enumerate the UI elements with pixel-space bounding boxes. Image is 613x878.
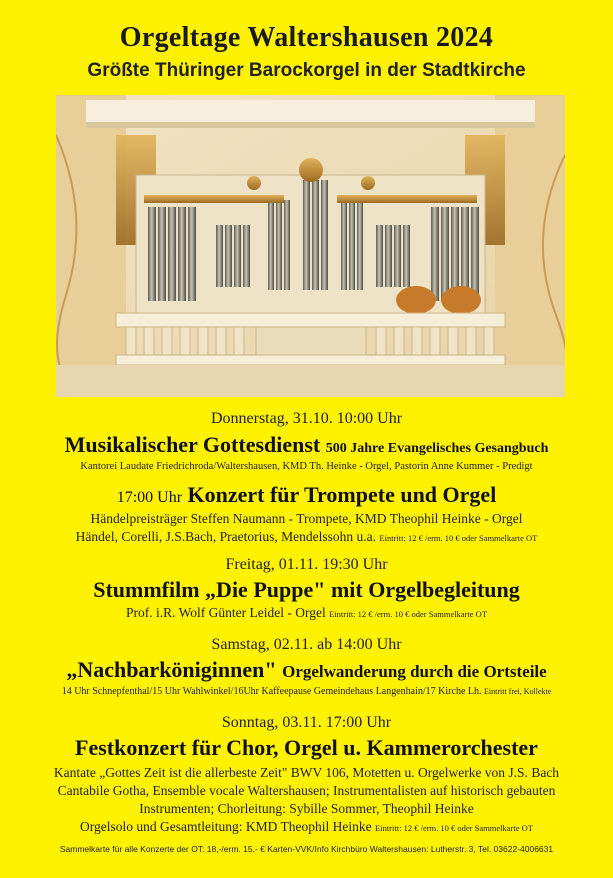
- event-title-thu-main: Musikalischer Gottesdienst: [64, 432, 321, 457]
- event-date-fri: Freitag, 01.11. 19:30 Uhr: [225, 556, 388, 573]
- event-title-thu2-main: Konzert für Trompete und Orgel: [187, 482, 497, 507]
- event-date-sun: Sonntag, 03.11. 17:00 Uhr: [221, 714, 392, 731]
- footer-info: Sammelkarte für alle Konzerte der OT: 18,-/erm. 15,- € Karten-VVK/Info Kirchbüro Waltershausen: Lutherstr. 3, Tel. 03622-4006631: [59, 844, 554, 854]
- event-title-sat: [0, 657, 613, 683]
- event-line-thu: Kantorei Laudate Friedrichroda/Waltershausen, KMD Th. Heinke - Orgel, Pastorin Anne Kummer - Predigt: [80, 461, 533, 472]
- event-line3-sun: Instrumenten; Chorleitung: Sybille Sommer, Theophil Heinke: [139, 801, 474, 816]
- page-subtitle: Größte Thüringer Barockorgel in der Stadtkirche: [87, 60, 526, 81]
- organ-illustration: [56, 95, 565, 397]
- event-price-fri: Eintritt: 12 € /erm. 10 € oder Sammelkarte OT: [329, 609, 488, 619]
- event-title-sat-rest: Orgelwanderung durch die Ortsteile: [282, 662, 547, 681]
- event-line2-thu2: [0, 529, 613, 545]
- organ-photo: [56, 95, 565, 397]
- event-line-fri: [0, 605, 613, 621]
- event-title-thu-note: 500 Jahre Evangelisches Gesangbuch: [325, 441, 549, 456]
- event-line2-thu2-text: Händel, Corelli, J.S.Bach, Praetorius, Mendelssohn u.a.: [75, 529, 377, 544]
- event-title-thu: [0, 432, 613, 458]
- event-time-thu2: 17:00 Uhr: [116, 489, 183, 506]
- event-line4-sun: [0, 819, 613, 835]
- event-date-thu: Donnerstag, 31.10. 10:00 Uhr: [210, 410, 403, 427]
- event-price-thu2: Eintritt: 12 € /erm. 10 € oder Sammelkarte OT: [379, 533, 538, 543]
- event-title-thu2: [0, 482, 613, 508]
- event-line-fri-text: Prof. i.R. Wolf Günter Leidel - Orgel: [125, 605, 326, 620]
- event-line-sat: [0, 686, 613, 697]
- event-title-sun: Festkonzert für Chor, Orgel u. Kammerorchester: [75, 735, 538, 760]
- event-price-sat: Eintritt frei, Kollekte: [484, 687, 552, 696]
- event-line1-thu2: Händelpreisträger Steffen Naumann - Trompete, KMD Theophil Heinke - Orgel: [90, 511, 523, 526]
- page-title: Orgeltage Waltershausen 2024: [119, 22, 494, 53]
- event-title-fri: Stummfilm „Die Puppe" mit Orgelbegleitung: [93, 577, 520, 602]
- event-line-sat-text: 14 Uhr Schnepfenthal/15 Uhr Wahlwinkel/16Uhr Kaffeepause Gemeindehaus Langenhain/17 Kirche Lh.: [61, 686, 482, 697]
- event-line4-sun-text: Orgelsolo und Gesamtleitung: KMD Theophil Heinke: [80, 819, 372, 834]
- event-date-sat: Samstag, 02.11. ab 14:00 Uhr: [211, 636, 402, 653]
- event-line2-sun: Cantabile Gotha, Ensemble vocale Waltershausen; Instrumentalisten auf historisch gebauten: [57, 783, 556, 798]
- event-title-sat-main: „Nachbarköniginnen": [66, 657, 277, 682]
- event-price-sun: Eintritt: 12 € /erm. 10 € oder Sammelkarte OT: [375, 823, 533, 833]
- event-line1-sun: Kantate „Gottes Zeit ist die allerbeste Zeit" BWV 106, Motetten u. Orgelwerke von J.S. Bach: [53, 765, 560, 780]
